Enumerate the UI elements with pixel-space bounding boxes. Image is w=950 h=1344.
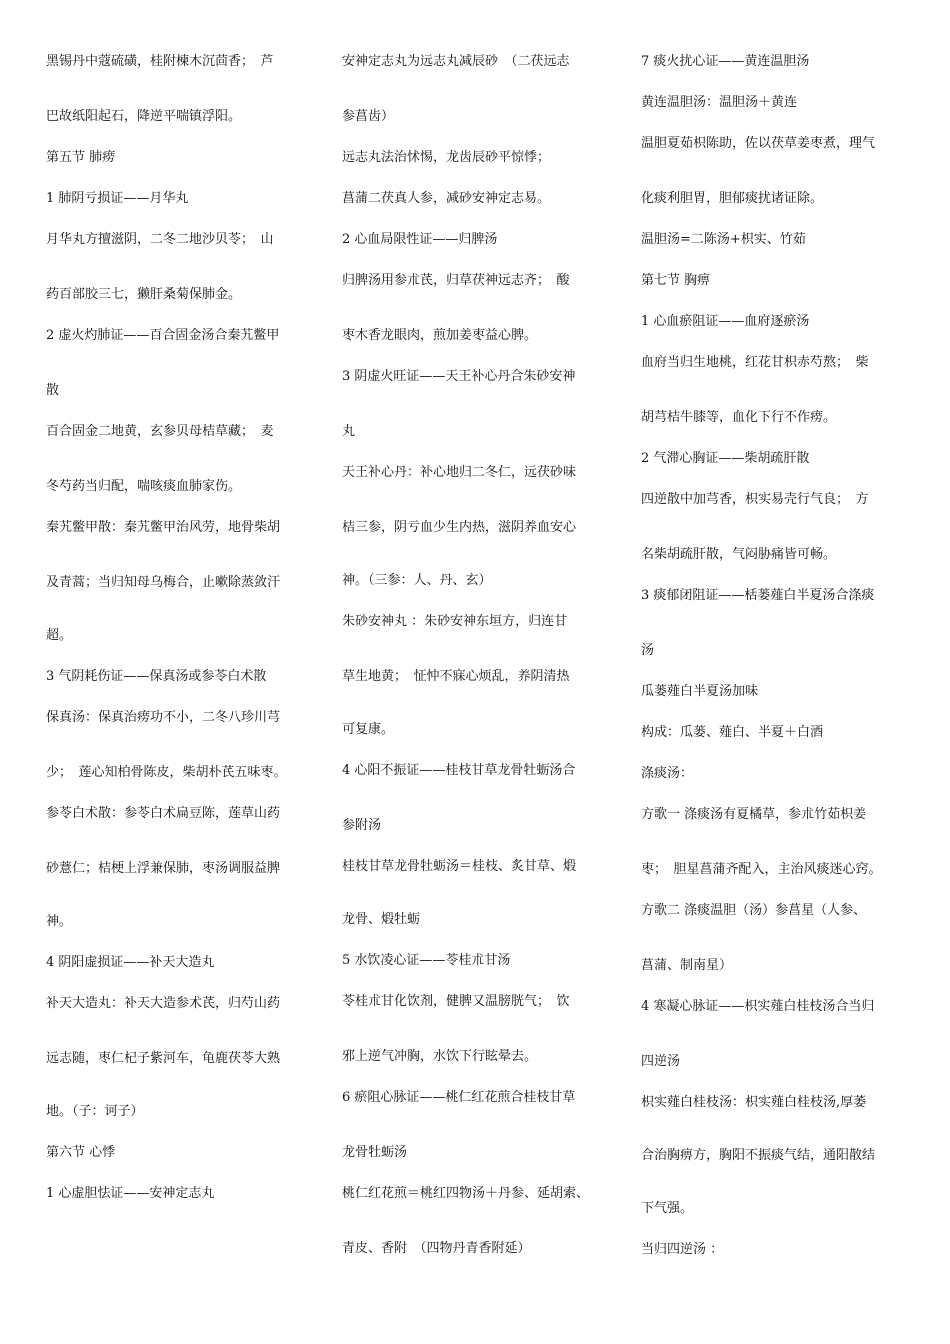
text-line: 方歌二 涤痰温胆（汤）参菖星（人参、 — [641, 903, 867, 918]
text-line: 黄连温胆汤：温胆汤＋黄连 — [641, 95, 798, 110]
text-line: 4 心阳不振证——桂枝甘草龙骨牡蛎汤合 — [342, 763, 576, 778]
text-line: 1 心虚胆怯证——安神定志丸 — [46, 1186, 215, 1201]
text-line: 可复康。 — [342, 722, 395, 737]
text-line: 补天大造丸：补天大造参术芪，归芍山药 — [46, 996, 281, 1011]
text-line: 汤 — [641, 643, 655, 658]
text-line: 四逆汤 — [641, 1054, 681, 1069]
text-line: 2 心血局限性证——归脾汤 — [342, 232, 498, 247]
text-line: 当归四逆汤 ： — [641, 1242, 724, 1257]
text-line: 菖蒲二茯真人参，减砂安神定志易。 — [342, 191, 551, 206]
text-line: 月华丸方擅滋阴，二冬二地沙贝苓； 山 — [46, 232, 274, 247]
text-line: 归脾汤用参朮芪，归草茯神远志齐； 酸 — [342, 273, 570, 288]
text-line: 四逆散中加芎香，枳实易壳行气良； 方 — [641, 492, 869, 507]
text-line: 瓜蒌薤白半夏汤加味 — [641, 684, 759, 699]
text-line: 巴故纸阳起石，降逆平喘镇浮阳。 — [46, 109, 242, 124]
text-line: 朱砂安神丸 ：朱砂安神东垣方，归连甘 — [342, 614, 568, 629]
text-line: 桂枝甘草龙骨牡蛎汤＝桂枝、炙甘草、煅 — [342, 859, 577, 874]
text-line: 1 肺阴亏损证——月华丸 — [46, 191, 189, 206]
text-line: 远志随，枣仁杞子紫河车，龟鹿茯苓大熟 — [46, 1051, 281, 1066]
text-line: 3 痰郁闭阻证——栝蒌薤白半夏汤合涤痰 — [641, 588, 875, 603]
text-line: 下气强。 — [641, 1201, 694, 1216]
text-line: 草生地黄； 怔忡不寐心烦乱，养阴清热 — [342, 669, 570, 684]
text-line: 涤痰汤： — [641, 766, 694, 781]
text-line: 桃仁红花煎＝桃红四物汤＋丹参、延胡索、 — [342, 1186, 590, 1201]
text-line: 丸 — [342, 424, 356, 439]
text-line: 第七节 胸痹 — [641, 273, 711, 288]
text-line: 枣； 胆星菖蒲齐配入，主治风痰迷心窍。 — [641, 862, 882, 877]
text-line: 胡芎桔牛膝等，血化下行不作痨。 — [641, 410, 837, 425]
text-line: 温胆汤=二陈汤+枳实、竹茹 — [641, 232, 806, 247]
text-line: 及青蒿；当归知母乌梅合，止嗽除蒸敛汗 — [46, 575, 281, 590]
text-line: 天王补心丹：补心地归二冬仁，远茯砂味 — [342, 465, 577, 480]
text-line: 4 阴阳虚损证——补天大造丸 — [46, 955, 215, 970]
text-line: 化痰利胆胃，胆郁痰扰诸证除。 — [641, 191, 824, 206]
text-line: 参菖齿） — [342, 109, 395, 124]
text-line: 参附汤 — [342, 818, 382, 833]
text-line: 合治胸痹方，胸阳不振痰气结，通阳散结 — [641, 1148, 876, 1163]
text-line: 3 阴虚火旺证——天王补心丹合朱砂安神 — [342, 369, 576, 384]
text-line: 邪上逆气冲胸，水饮下行眩晕去。 — [342, 1049, 538, 1064]
text-line: 超。 — [46, 628, 73, 643]
text-line: 第六节 心悸 — [46, 1145, 116, 1160]
text-line: 砂薏仁；桔梗上浮兼保肺，枣汤调服益脾 — [46, 861, 281, 876]
text-line: 龙骨牡蛎汤 — [342, 1145, 408, 1160]
text-line: 冬芍药当归配，喘咳痰血肺家伤。 — [46, 479, 242, 494]
text-line: 3 气阴耗伤证——保真汤或参苓白术散 — [46, 669, 267, 684]
text-line: 神。（三参：人、丹、玄） — [342, 573, 492, 588]
text-line: 6 瘀阻心脉证——桃仁红花煎合桂枝甘草 — [342, 1090, 576, 1105]
text-line: 安神定志丸为远志丸减辰砂 （二茯远志 — [342, 54, 570, 69]
text-line: 远志丸法治怵惕，龙齿辰砂平惊悸； — [342, 150, 551, 165]
text-line: 5 水饮凌心证——苓桂朮甘汤 — [342, 953, 511, 968]
text-line: 血府当归生地桃，红花甘枳赤芍熬； 柴 — [641, 355, 869, 370]
text-line: 1 心血瘀阻证——血府逐瘀汤 — [641, 314, 810, 329]
text-line: 2 虚火灼肺证——百合固金汤合秦艽鳖甲 — [46, 328, 280, 343]
text-line: 枣木香龙眼肉，煎加姜枣益心脾。 — [342, 328, 538, 343]
text-line: 4 寒凝心脉证——枳实薤白桂枝汤合当归 — [641, 999, 875, 1014]
text-line: 菖蒲、制南星） — [641, 958, 733, 973]
text-line: 龙骨、煅牡蛎 — [342, 912, 421, 927]
text-line: 苓桂朮甘化饮剂，健脾又温膀胱气； 饮 — [342, 994, 570, 1009]
text-line: 桔三参，阴亏血少生内热，滋阴养血安心 — [342, 520, 577, 535]
text-line: 枳实薤白桂枝汤：枳实薤白桂枝汤,厚萎 — [641, 1095, 867, 1110]
text-line: 名柴胡疏肝散，气闷胁痛皆可畅。 — [641, 547, 837, 562]
text-line: 神。 — [46, 914, 73, 929]
text-line: 青皮、香附 （四物丹青香附延） — [342, 1241, 531, 1256]
text-line: 7 痰火扰心证——黄连温胆汤 — [641, 54, 810, 69]
text-line: 保真汤：保真治痨功不小，二冬八珍川芎 — [46, 710, 281, 725]
text-line: 2 气滞心胸证——柴胡疏肝散 — [641, 451, 810, 466]
text-line: 黑锡丹中蔻硫磺，桂附楝木沉茴香； 芦 — [46, 54, 274, 69]
text-line: 少； 莲心知柏骨陈皮，柴胡朴芪五味枣。 — [46, 765, 287, 780]
text-line: 构成：瓜蒌、薤白、半夏＋白酒 — [641, 725, 824, 740]
text-line: 方歌一 涤痰汤有夏橘草，参朮竹茹枳姜 — [641, 807, 867, 822]
text-line: 散 — [46, 383, 60, 398]
text-line: 百合固金二地黄，玄参贝母桔草藏； 麦 — [46, 424, 274, 439]
text-line: 地。（子：诃子） — [46, 1104, 144, 1119]
text-line: 秦艽鳖甲散：秦艽鳖甲治风劳，地骨柴胡 — [46, 520, 281, 535]
text-line: 参苓白术散：参苓白术扁豆陈，莲草山药 — [46, 806, 281, 821]
text-line: 温胆夏茹枳陈助，佐以茯草姜枣煮，理气 — [641, 136, 876, 151]
text-line: 药百部胶三七，獭肝桑菊保肺金。 — [46, 287, 242, 302]
text-line: 第五节 肺痨 — [46, 150, 116, 165]
